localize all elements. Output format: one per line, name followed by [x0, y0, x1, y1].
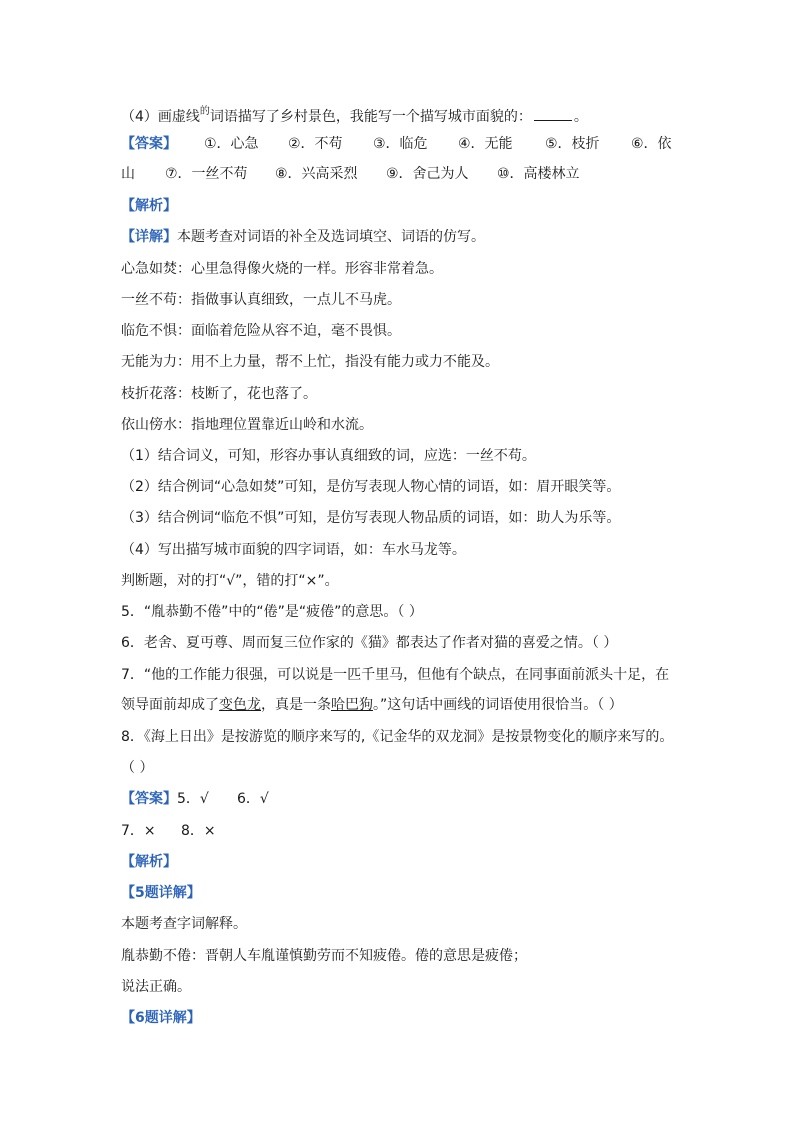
- answer-item: ⑩．高楼林立: [497, 166, 580, 182]
- detail-5-line: 胤恭勤不倦：晋朝人车胤谨慎勤劳而不知疲倦。倦的意思是疲倦；: [121, 948, 527, 964]
- answer-item: 8．×: [181, 823, 216, 839]
- explanation-line: （3）结合例词“临危不惧”可知，是仿写表现人物品质的词语，如：助人为乐等。: [121, 510, 621, 526]
- question-6: 6．老舍、夏丏尊、周而复三位作家的《猫》都表达了作者对猫的喜爱之情。（ ）: [121, 635, 618, 651]
- answer-item: ⑧．兴高采烈: [275, 166, 358, 182]
- instruction-line: 判断题，对的打“√”，错的打“×”。: [121, 573, 339, 589]
- question-8-line-2: （ ）: [121, 760, 154, 776]
- detail-6-heading: [121, 1008, 201, 1028]
- question-7-line-1: 7．“他的工作能力很强，可以说是一匹千里马，但他有个缺点，在同事面前派头十足，在: [121, 667, 670, 683]
- answer-item: ⑤．枝折: [545, 136, 600, 152]
- question-7-pre: 领导面前却成了: [121, 697, 219, 713]
- explanation-line: （1）结合词义，可知，形容办事认真细致的词，应选：一丝不苟。: [121, 448, 536, 464]
- answer-2-line-2: [121, 821, 216, 841]
- analysis-label: 【解析】: [121, 854, 177, 870]
- definition-line: 心急如焚：心里急得像火烧的一样。形容非常着急。: [121, 261, 443, 277]
- question-7-line-2: [121, 695, 623, 715]
- answer-item: 山: [121, 166, 135, 182]
- definition-line: 临危不惧：面临着危险从容不迫，毫不畏惧。: [121, 323, 401, 339]
- detail-5-line: 本题考查字词解释。: [121, 916, 247, 932]
- definition-line: 依山傍水：指地理位置靠近山岭和水流。: [121, 417, 373, 433]
- answer-item: 7．×: [121, 823, 156, 839]
- detail-6-label: 【6题详解】: [121, 1010, 201, 1026]
- question-7-post: 。”这句话中画线的词语使用很恰当。（ ）: [373, 697, 623, 713]
- answer-item: 5．√: [177, 791, 209, 807]
- question-4-text-b: 词语描写了乡村景色，我能写一个描写城市面貌的：: [209, 109, 532, 125]
- detail-line: [121, 227, 485, 247]
- answer-item: ④．无能: [458, 136, 513, 152]
- question-4-text-a: （4）画虚线: [121, 109, 200, 125]
- answer-2-line-1: [121, 789, 269, 809]
- answer-blank[interactable]: [534, 106, 572, 121]
- question-4-superscript: 的: [199, 106, 210, 117]
- answer-item: ⑦．一丝不苟: [165, 166, 248, 182]
- answer-item: ⑥．依: [631, 136, 672, 152]
- explanation-line: （4）写出描写城市面貌的四字词语，如：车水马龙等。: [121, 542, 466, 558]
- question-8-line-1: 8．《海上日出》是按游览的顺序来写的,《记金华的双龙洞》是按景物变化的顺序来写的。: [121, 729, 674, 745]
- definition-line: 枝折花落：枝断了，花也落了。: [121, 386, 317, 402]
- definition-line: 一丝不苟：指做事认真细致，一点儿不马虎。: [121, 292, 401, 308]
- answer-label: 【答案】: [121, 791, 177, 807]
- underlined-word: 变色龙: [219, 697, 261, 713]
- analysis-label: 【解析】: [121, 198, 177, 214]
- detail-label: 【详解】: [121, 229, 177, 245]
- question-5: 5．“胤恭勤不倦”中的“倦”是“疲倦”的意思。（ ）: [121, 604, 423, 620]
- answer-item: ⑨．舍己为人: [386, 166, 469, 182]
- question-4-end: 。: [573, 109, 588, 125]
- answer-label: 【答案】: [121, 136, 177, 152]
- underlined-word: 哈巴狗: [331, 697, 373, 713]
- answer-item: ③．临危: [373, 136, 428, 152]
- explanation-line: （2）结合例词“心急如焚”可知，是仿写表现人物心情的词语，如：眉开眼笑等。: [121, 479, 621, 495]
- question-7-mid: ，真是一条: [261, 697, 331, 713]
- detail-5-line: 说法正确。: [121, 979, 191, 995]
- detail-5-label: 【5题详解】: [121, 885, 201, 901]
- question-4: [121, 106, 588, 126]
- answer-item: 6．√: [237, 791, 269, 807]
- answer-item: ①．心急: [204, 136, 259, 152]
- answer-line-1: [121, 134, 672, 154]
- definition-line: 无能为力：用不上力量，帮不上忙，指没有能力或力不能及。: [121, 354, 499, 370]
- answer-item: ②．不苟: [288, 136, 343, 152]
- analysis-heading-2: [121, 852, 177, 872]
- detail-5-heading: [121, 883, 201, 903]
- detail-text: 本题考查对词语的补全及选词填空、词语的仿写。: [177, 229, 485, 245]
- analysis-heading: [121, 196, 177, 216]
